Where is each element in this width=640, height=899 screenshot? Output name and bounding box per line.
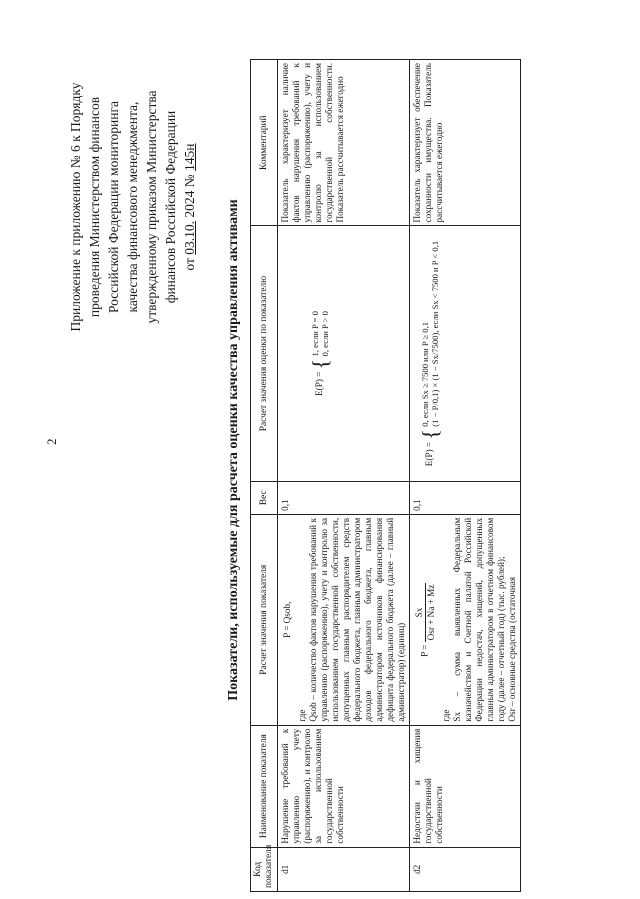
date-prefix: от xyxy=(182,258,197,271)
formula: P = Qsob, xyxy=(282,601,292,638)
appendix-line: Приложение к приложению № 6 к Порядку xyxy=(68,82,83,332)
cell-weight: 0,1 xyxy=(410,481,521,514)
cell-calc xyxy=(410,514,521,725)
score-cases xyxy=(420,241,440,427)
cell-name: Недостачи и хищения государственной собственности xyxy=(410,725,521,847)
formula-description: Qsob – количество фактов нарушения требований к управлению (распоряжению), учету и контролю за использованием государственной собственности, допущенных главным распорядителем средств федерального бюджета, главным администратором доходов федерального бюджета, главным администратором источников финансирования дефицита федерального бюджета (далее – главный администратор) (единиц) xyxy=(308,517,406,722)
header-calc: Расчет значения показателя xyxy=(251,514,278,725)
appendix-line: финансов Российской Федерации xyxy=(163,110,178,304)
cell-name: Нарушение требований к управлению учету (распоряжению), и контролю за использованием государственной собственности xyxy=(278,725,410,847)
formula-lhs: P = xyxy=(419,644,430,657)
score-cases xyxy=(310,311,330,356)
cell-score xyxy=(278,226,410,481)
cell-calc xyxy=(278,514,410,725)
appendix-line: проведения Министерством финансов xyxy=(87,96,102,318)
table-row xyxy=(410,60,521,892)
score-case: 0, если P > 0 xyxy=(320,311,330,357)
where-label: где xyxy=(297,709,307,722)
score-case: 1, если P = 0 xyxy=(310,311,320,357)
appendix-header xyxy=(66,62,199,352)
date-day-month: 03.10. xyxy=(182,220,197,255)
appendix-line: качества финансового менеджмента, xyxy=(125,101,140,313)
formula-fraction xyxy=(414,583,437,643)
header-weight: Вес xyxy=(251,481,278,514)
document-title: Показатели, используемые для расчета оценки качества управления активами xyxy=(226,199,241,701)
table-row xyxy=(278,60,410,892)
fraction-numerator: Sx xyxy=(414,583,426,643)
formula-description: Sx – сумма выявленных Федеральным казначейством и Счетной палатой Российской Федерации недостач, хищений, допущенных главным администратором в отчетном финансовом году (далее – отчетный год) (тыс. рублей); xyxy=(452,517,506,722)
cell-code: d2 xyxy=(410,847,521,891)
page-number: 2 xyxy=(44,438,59,445)
header-comment: Комментарий xyxy=(251,60,278,226)
indicators-table xyxy=(250,59,521,892)
score-formula xyxy=(307,229,333,477)
formula xyxy=(414,518,437,722)
cell-weight: 0,1 xyxy=(278,481,410,514)
score-case: (1 − P/0,1) × (1 − Sx/7500), если Sx < 7500 и P < 0,1 xyxy=(430,240,440,427)
table-header-row xyxy=(251,60,278,892)
where-label: где xyxy=(441,709,451,722)
order-number: 145н xyxy=(182,143,197,171)
score-formula xyxy=(417,229,443,477)
appendix-line: утвержденному приказом Министерства xyxy=(144,90,159,324)
score-case: 0, если Sx ≥ 7500 или P ≥ 0,1 xyxy=(420,321,430,427)
order-date-line xyxy=(180,62,199,352)
brace-glyph: { xyxy=(417,429,443,440)
brace-glyph: { xyxy=(307,358,333,370)
cell-code: d1 xyxy=(278,847,410,891)
fraction-denominator: Osr + Na + Mz xyxy=(426,584,436,641)
score-lhs: E(P) = xyxy=(314,371,325,396)
cell-score xyxy=(410,226,521,481)
header-code: Код показателя xyxy=(251,847,278,891)
formula-description: Osr – основные средства (остаточная xyxy=(507,576,517,722)
date-year: 2024 № xyxy=(182,174,197,218)
cell-comment: Показатель характеризует обеспечение сохранности имущества. Показатель рассчитывается ежегодно xyxy=(410,60,521,226)
header-score: Расчет значения оценки по показателю xyxy=(251,226,278,481)
header-name: Наименование показателя xyxy=(251,725,278,847)
score-lhs: E(P) = xyxy=(424,441,435,467)
appendix-line: Российской Федерации мониторинга xyxy=(106,101,121,313)
cell-comment: Показатель характеризует наличие фактов нарушения требований к управлению (распоряжению), учету и контролю за использованием государственной собственности. Показатель рассчитывается ежегодно xyxy=(278,60,410,226)
